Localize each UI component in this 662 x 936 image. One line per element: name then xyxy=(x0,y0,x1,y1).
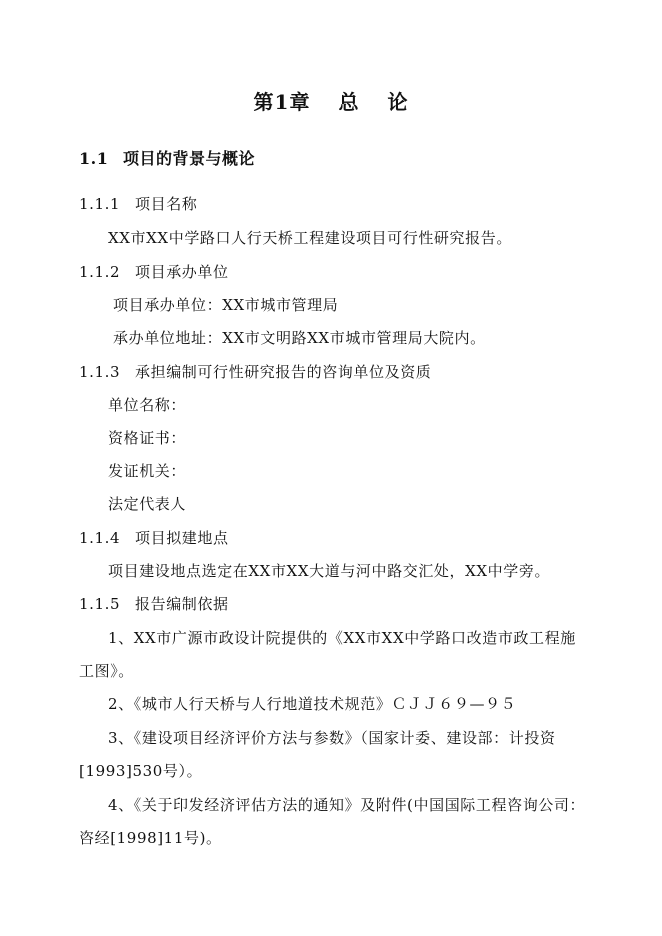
subsection-title: 报告编制依据 xyxy=(135,595,229,613)
chapter-title-part1: 总 xyxy=(338,90,360,114)
subsection-number: 1.1.2 xyxy=(79,263,121,281)
field-unit-name: 单位名称： xyxy=(108,396,187,414)
subsection-title: 承担编制可行性研究报告的咨询单位及资质 xyxy=(135,363,432,381)
reference-item-3-cont: [1993]530号）。 xyxy=(79,762,203,780)
undertaking-address-text: 承办单位地址：XX市文明路XX市城市管理局大院内。 xyxy=(113,329,486,347)
chapter-title-part2: 论 xyxy=(387,90,409,114)
subsection-title: 项目承办单位 xyxy=(135,263,229,281)
subsection-number: 1.1.3 xyxy=(79,363,121,381)
subsection-number: 1.1.1 xyxy=(79,195,121,213)
section-heading-1-1 xyxy=(79,149,255,169)
reference-item-2: 2、《城市人行天桥与人行地道技术规范》ＣＪＪ６９—９５ xyxy=(108,695,517,713)
project-name-text: XX市XX中学路口人行天桥工程建设项目可行性研究报告。 xyxy=(108,229,512,247)
section-number: 1.1 xyxy=(79,149,109,168)
subsection-heading-1-1-3 xyxy=(79,362,431,382)
field-certificate: 资格证书： xyxy=(108,429,187,447)
subsection-title: 项目名称 xyxy=(135,195,198,213)
reference-item-4-cont: 咨经[1998]11号)。 xyxy=(79,829,222,847)
subsection-title: 项目拟建地点 xyxy=(135,529,229,547)
reference-item-1: 1、XX市广源市政设计院提供的《XX市XX中学路口改造市政工程施 xyxy=(108,629,576,647)
subsection-number: 1.1.5 xyxy=(79,595,121,613)
reference-item-1-cont: 工图》。 xyxy=(79,662,134,680)
site-location-text: 项目建设地点选定在XX市XX大道与河中路交汇处，XX中学旁。 xyxy=(108,562,551,580)
subsection-heading-1-1-1 xyxy=(79,194,197,214)
section-title: 项目的背景与概论 xyxy=(123,149,256,168)
undertaking-unit-text: 项目承办单位：XX市城市管理局 xyxy=(113,296,339,314)
reference-item-3: 3、《建设项目经济评价方法与参数》（国家计委、建设部：计投资 xyxy=(108,729,556,747)
subsection-heading-1-1-4 xyxy=(79,528,229,548)
field-issuing-authority: 发证机关： xyxy=(108,462,187,480)
field-legal-representative: 法定代表人 xyxy=(108,495,187,513)
subsection-heading-1-1-2 xyxy=(79,262,229,282)
subsection-number: 1.1.4 xyxy=(79,529,121,547)
subsection-heading-1-1-5 xyxy=(79,594,229,614)
chapter-title xyxy=(0,89,662,115)
chapter-number: 第1章 xyxy=(253,90,311,114)
reference-item-4: 4、《关于印发经济评估方法的通知》及附件(中国国际工程咨询公司： xyxy=(108,796,586,814)
